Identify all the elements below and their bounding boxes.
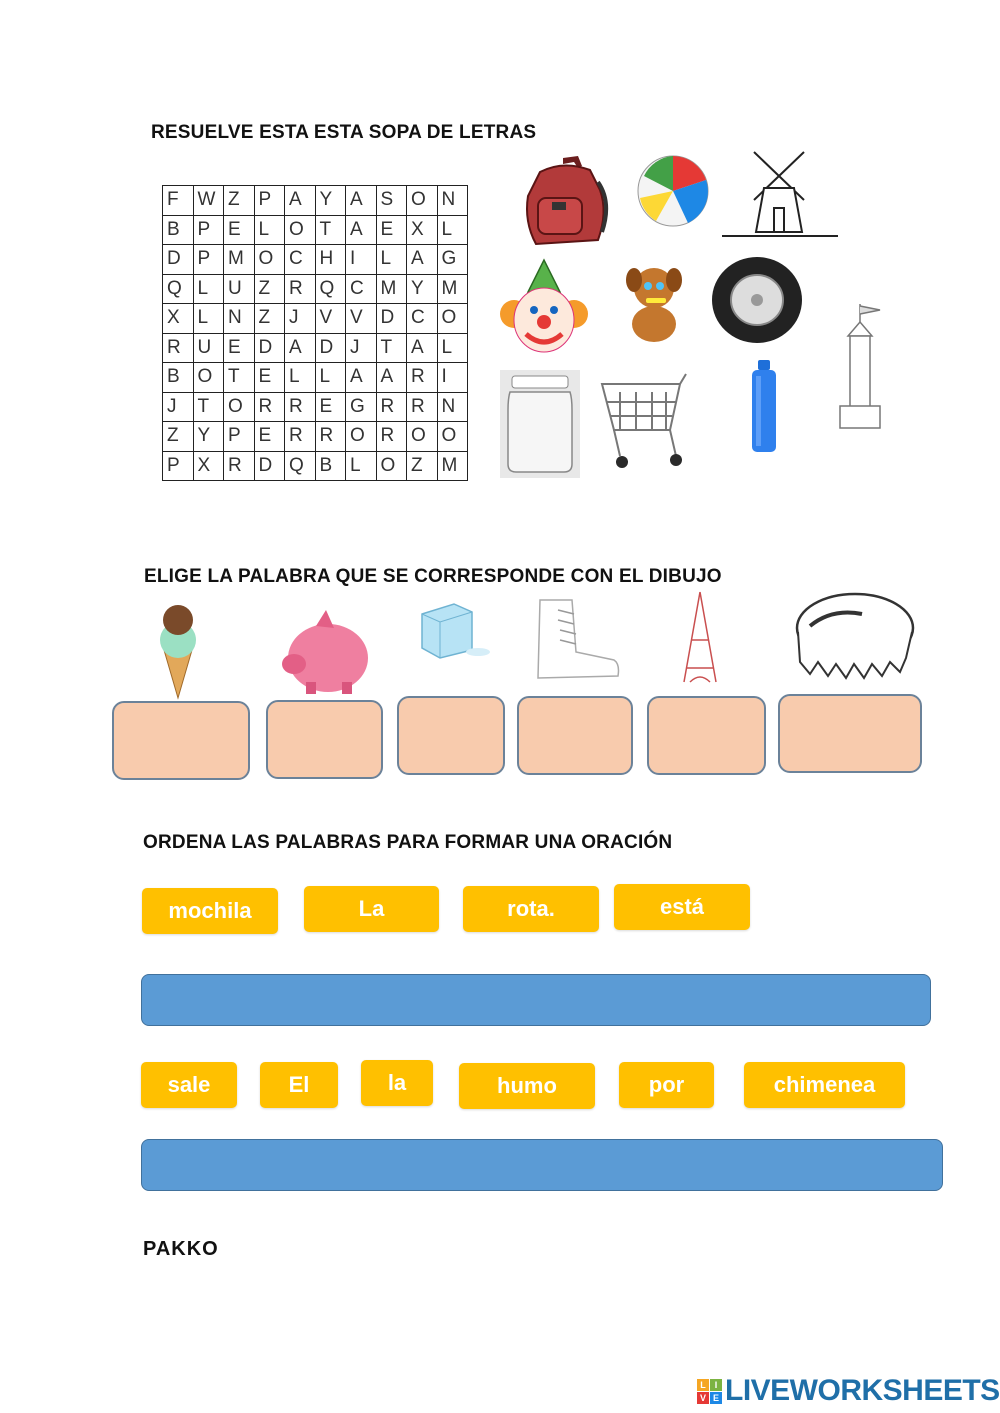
- cart-image: [600, 372, 692, 470]
- brand-logo: [697, 1374, 1000, 1408]
- grid-cell[interactable]: F: [163, 186, 194, 216]
- clown-image: [498, 258, 590, 356]
- jar-image: [500, 370, 580, 478]
- windmill-image: [718, 148, 840, 240]
- grid-cell[interactable]: E: [254, 363, 285, 393]
- grid-cell[interactable]: R: [163, 333, 194, 363]
- order-title: ORDENA LAS PALABRAS PARA FORMAR UNA ORACIÓN: [143, 832, 673, 853]
- grid-row: [163, 274, 468, 304]
- word-chip-rota[interactable]: rota.: [463, 886, 599, 932]
- wordsearch-title: RESUELVE ESTA ESTA SOPA DE LETRAS: [151, 122, 537, 143]
- grid-cell[interactable]: I: [346, 245, 377, 275]
- grid-cell[interactable]: O: [193, 363, 224, 393]
- grid-cell[interactable]: A: [285, 333, 316, 363]
- grid-cell[interactable]: X: [193, 451, 224, 481]
- grid-cell[interactable]: A: [407, 245, 438, 275]
- grid-cell[interactable]: C: [285, 245, 316, 275]
- answer-box-1[interactable]: [112, 701, 250, 780]
- grid-cell[interactable]: H: [315, 245, 346, 275]
- grid-cell[interactable]: T: [193, 392, 224, 422]
- word-chip-la-2[interactable]: la: [361, 1060, 433, 1106]
- piggy-bank-image: [276, 606, 372, 698]
- grid-cell[interactable]: B: [315, 451, 346, 481]
- grid-cell[interactable]: V: [315, 304, 346, 334]
- grid-cell[interactable]: S: [376, 186, 407, 216]
- grid-cell[interactable]: O: [285, 215, 316, 245]
- eiffel-tower-image: [678, 590, 722, 686]
- wheel-image: [710, 255, 804, 345]
- grid-cell[interactable]: R: [285, 274, 316, 304]
- grid-cell[interactable]: J: [346, 333, 377, 363]
- grid-cell[interactable]: M: [437, 274, 468, 304]
- brand-name: LIVEWORKSHEETS: [725, 1374, 1000, 1407]
- grid-cell[interactable]: J: [163, 392, 194, 422]
- grid-cell[interactable]: V: [346, 304, 377, 334]
- grid-cell[interactable]: Q: [285, 451, 316, 481]
- grid-cell[interactable]: L: [285, 363, 316, 393]
- backpack-image: [516, 152, 610, 248]
- answer-box-3[interactable]: [397, 696, 505, 775]
- grid-cell[interactable]: R: [407, 363, 438, 393]
- grid-cell[interactable]: N: [224, 304, 255, 334]
- grid-cell[interactable]: J: [285, 304, 316, 334]
- grid-cell[interactable]: O: [437, 422, 468, 452]
- grid-row: [163, 333, 468, 363]
- grid-cell[interactable]: A: [346, 186, 377, 216]
- grid-cell[interactable]: G: [346, 392, 377, 422]
- grid-cell[interactable]: A: [407, 333, 438, 363]
- grid-cell[interactable]: T: [376, 333, 407, 363]
- wordsearch-grid: [162, 185, 468, 481]
- bottle-image: [744, 358, 784, 456]
- grid-cell[interactable]: O: [224, 392, 255, 422]
- grid-cell[interactable]: R: [315, 422, 346, 452]
- grid-cell[interactable]: O: [346, 422, 377, 452]
- grid-cell[interactable]: X: [407, 215, 438, 245]
- grid-cell[interactable]: O: [437, 304, 468, 334]
- grid-cell[interactable]: W: [193, 186, 224, 216]
- grid-cell[interactable]: Z: [163, 422, 194, 452]
- grid-row: [163, 422, 468, 452]
- grid-row: [163, 392, 468, 422]
- grid-cell[interactable]: U: [193, 333, 224, 363]
- grid-cell[interactable]: P: [163, 451, 194, 481]
- word-chip-mochila[interactable]: mochila: [142, 888, 278, 934]
- ice-cream-image: [150, 600, 206, 700]
- grid-cell[interactable]: E: [376, 215, 407, 245]
- grid-cell[interactable]: D: [254, 333, 285, 363]
- grid-cell[interactable]: R: [407, 392, 438, 422]
- grid-cell[interactable]: R: [376, 422, 407, 452]
- grid-cell[interactable]: E: [224, 333, 255, 363]
- grid-cell[interactable]: L: [376, 245, 407, 275]
- grid-cell[interactable]: E: [315, 392, 346, 422]
- grid-cell[interactable]: Z: [224, 186, 255, 216]
- grid-cell[interactable]: M: [224, 245, 255, 275]
- tower-image: [834, 302, 894, 430]
- grid-cell[interactable]: Z: [407, 451, 438, 481]
- brand-badge-icon: L I V E: [697, 1379, 722, 1404]
- grid-cell[interactable]: E: [254, 422, 285, 452]
- grid-cell[interactable]: Y: [193, 422, 224, 452]
- grid-cell[interactable]: O: [376, 451, 407, 481]
- grid-cell[interactable]: T: [315, 215, 346, 245]
- grid-cell[interactable]: A: [346, 363, 377, 393]
- grid-row: [163, 304, 468, 334]
- word-chip-por[interactable]: por: [619, 1062, 714, 1108]
- sentence-1-answer-field[interactable]: [141, 974, 931, 1026]
- grid-cell[interactable]: B: [163, 363, 194, 393]
- grid-cell[interactable]: Y: [407, 274, 438, 304]
- grid-cell[interactable]: M: [437, 451, 468, 481]
- word-chip-la[interactable]: La: [304, 886, 439, 932]
- grid-cell[interactable]: U: [224, 274, 255, 304]
- grid-cell[interactable]: L: [193, 274, 224, 304]
- grid-cell[interactable]: R: [285, 392, 316, 422]
- grid-cell[interactable]: N: [437, 392, 468, 422]
- bottle-cap-image: [792, 588, 918, 686]
- answer-box-6[interactable]: [778, 694, 922, 773]
- grid-cell[interactable]: P: [193, 215, 224, 245]
- grid-cell[interactable]: R: [254, 392, 285, 422]
- grid-cell[interactable]: R: [376, 392, 407, 422]
- author-name: PAKKO: [143, 1238, 219, 1260]
- word-chip-humo[interactable]: humo: [459, 1063, 595, 1109]
- grid-cell[interactable]: R: [224, 451, 255, 481]
- answer-box-5[interactable]: [647, 696, 766, 775]
- grid-cell[interactable]: L: [315, 363, 346, 393]
- grid-row: [163, 245, 468, 275]
- grid-cell[interactable]: L: [437, 215, 468, 245]
- answer-box-2[interactable]: [266, 700, 383, 779]
- grid-cell[interactable]: Z: [254, 274, 285, 304]
- grid-row: [163, 451, 468, 481]
- answer-box-4[interactable]: [517, 696, 633, 775]
- boot-image: [530, 596, 622, 684]
- ice-cube-image: [416, 600, 492, 660]
- grid-cell[interactable]: P: [193, 245, 224, 275]
- grid-cell[interactable]: Q: [315, 274, 346, 304]
- grid-row: [163, 363, 468, 393]
- ball-image: [636, 154, 710, 228]
- grid-cell[interactable]: A: [285, 186, 316, 216]
- grid-cell[interactable]: E: [224, 215, 255, 245]
- grid-cell[interactable]: N: [437, 186, 468, 216]
- grid-cell[interactable]: O: [407, 422, 438, 452]
- grid-cell[interactable]: L: [346, 451, 377, 481]
- match-title: ELIGE LA PALABRA QUE SE CORRESPONDE CON EL DIBUJO: [144, 566, 722, 587]
- grid-cell[interactable]: D: [315, 333, 346, 363]
- word-chip-chimenea[interactable]: chimenea: [744, 1062, 905, 1108]
- grid-row: [163, 186, 468, 216]
- grid-cell[interactable]: L: [193, 304, 224, 334]
- grid-cell[interactable]: M: [376, 274, 407, 304]
- grid-cell[interactable]: D: [163, 245, 194, 275]
- word-chip-esta[interactable]: está: [614, 884, 750, 930]
- grid-cell[interactable]: D: [254, 451, 285, 481]
- grid-cell[interactable]: L: [437, 333, 468, 363]
- word-chip-el[interactable]: El: [260, 1062, 338, 1108]
- grid-cell[interactable]: Y: [315, 186, 346, 216]
- word-chip-sale[interactable]: sale: [141, 1062, 237, 1108]
- grid-cell[interactable]: R: [285, 422, 316, 452]
- grid-cell[interactable]: B: [163, 215, 194, 245]
- grid-cell[interactable]: I: [437, 363, 468, 393]
- grid-cell[interactable]: G: [437, 245, 468, 275]
- grid-cell[interactable]: P: [224, 422, 255, 452]
- grid-cell[interactable]: X: [163, 304, 194, 334]
- grid-cell[interactable]: O: [407, 186, 438, 216]
- grid-cell[interactable]: Z: [254, 304, 285, 334]
- grid-cell[interactable]: Q: [163, 274, 194, 304]
- grid-cell[interactable]: T: [224, 363, 255, 393]
- grid-cell[interactable]: A: [376, 363, 407, 393]
- grid-cell[interactable]: C: [346, 274, 377, 304]
- grid-cell[interactable]: A: [346, 215, 377, 245]
- grid-cell[interactable]: D: [376, 304, 407, 334]
- sentence-2-answer-field[interactable]: [141, 1139, 943, 1191]
- grid-row: [163, 215, 468, 245]
- grid-cell[interactable]: L: [254, 215, 285, 245]
- grid-cell[interactable]: C: [407, 304, 438, 334]
- grid-cell[interactable]: P: [254, 186, 285, 216]
- dog-image: [618, 258, 690, 348]
- grid-cell[interactable]: O: [254, 245, 285, 275]
